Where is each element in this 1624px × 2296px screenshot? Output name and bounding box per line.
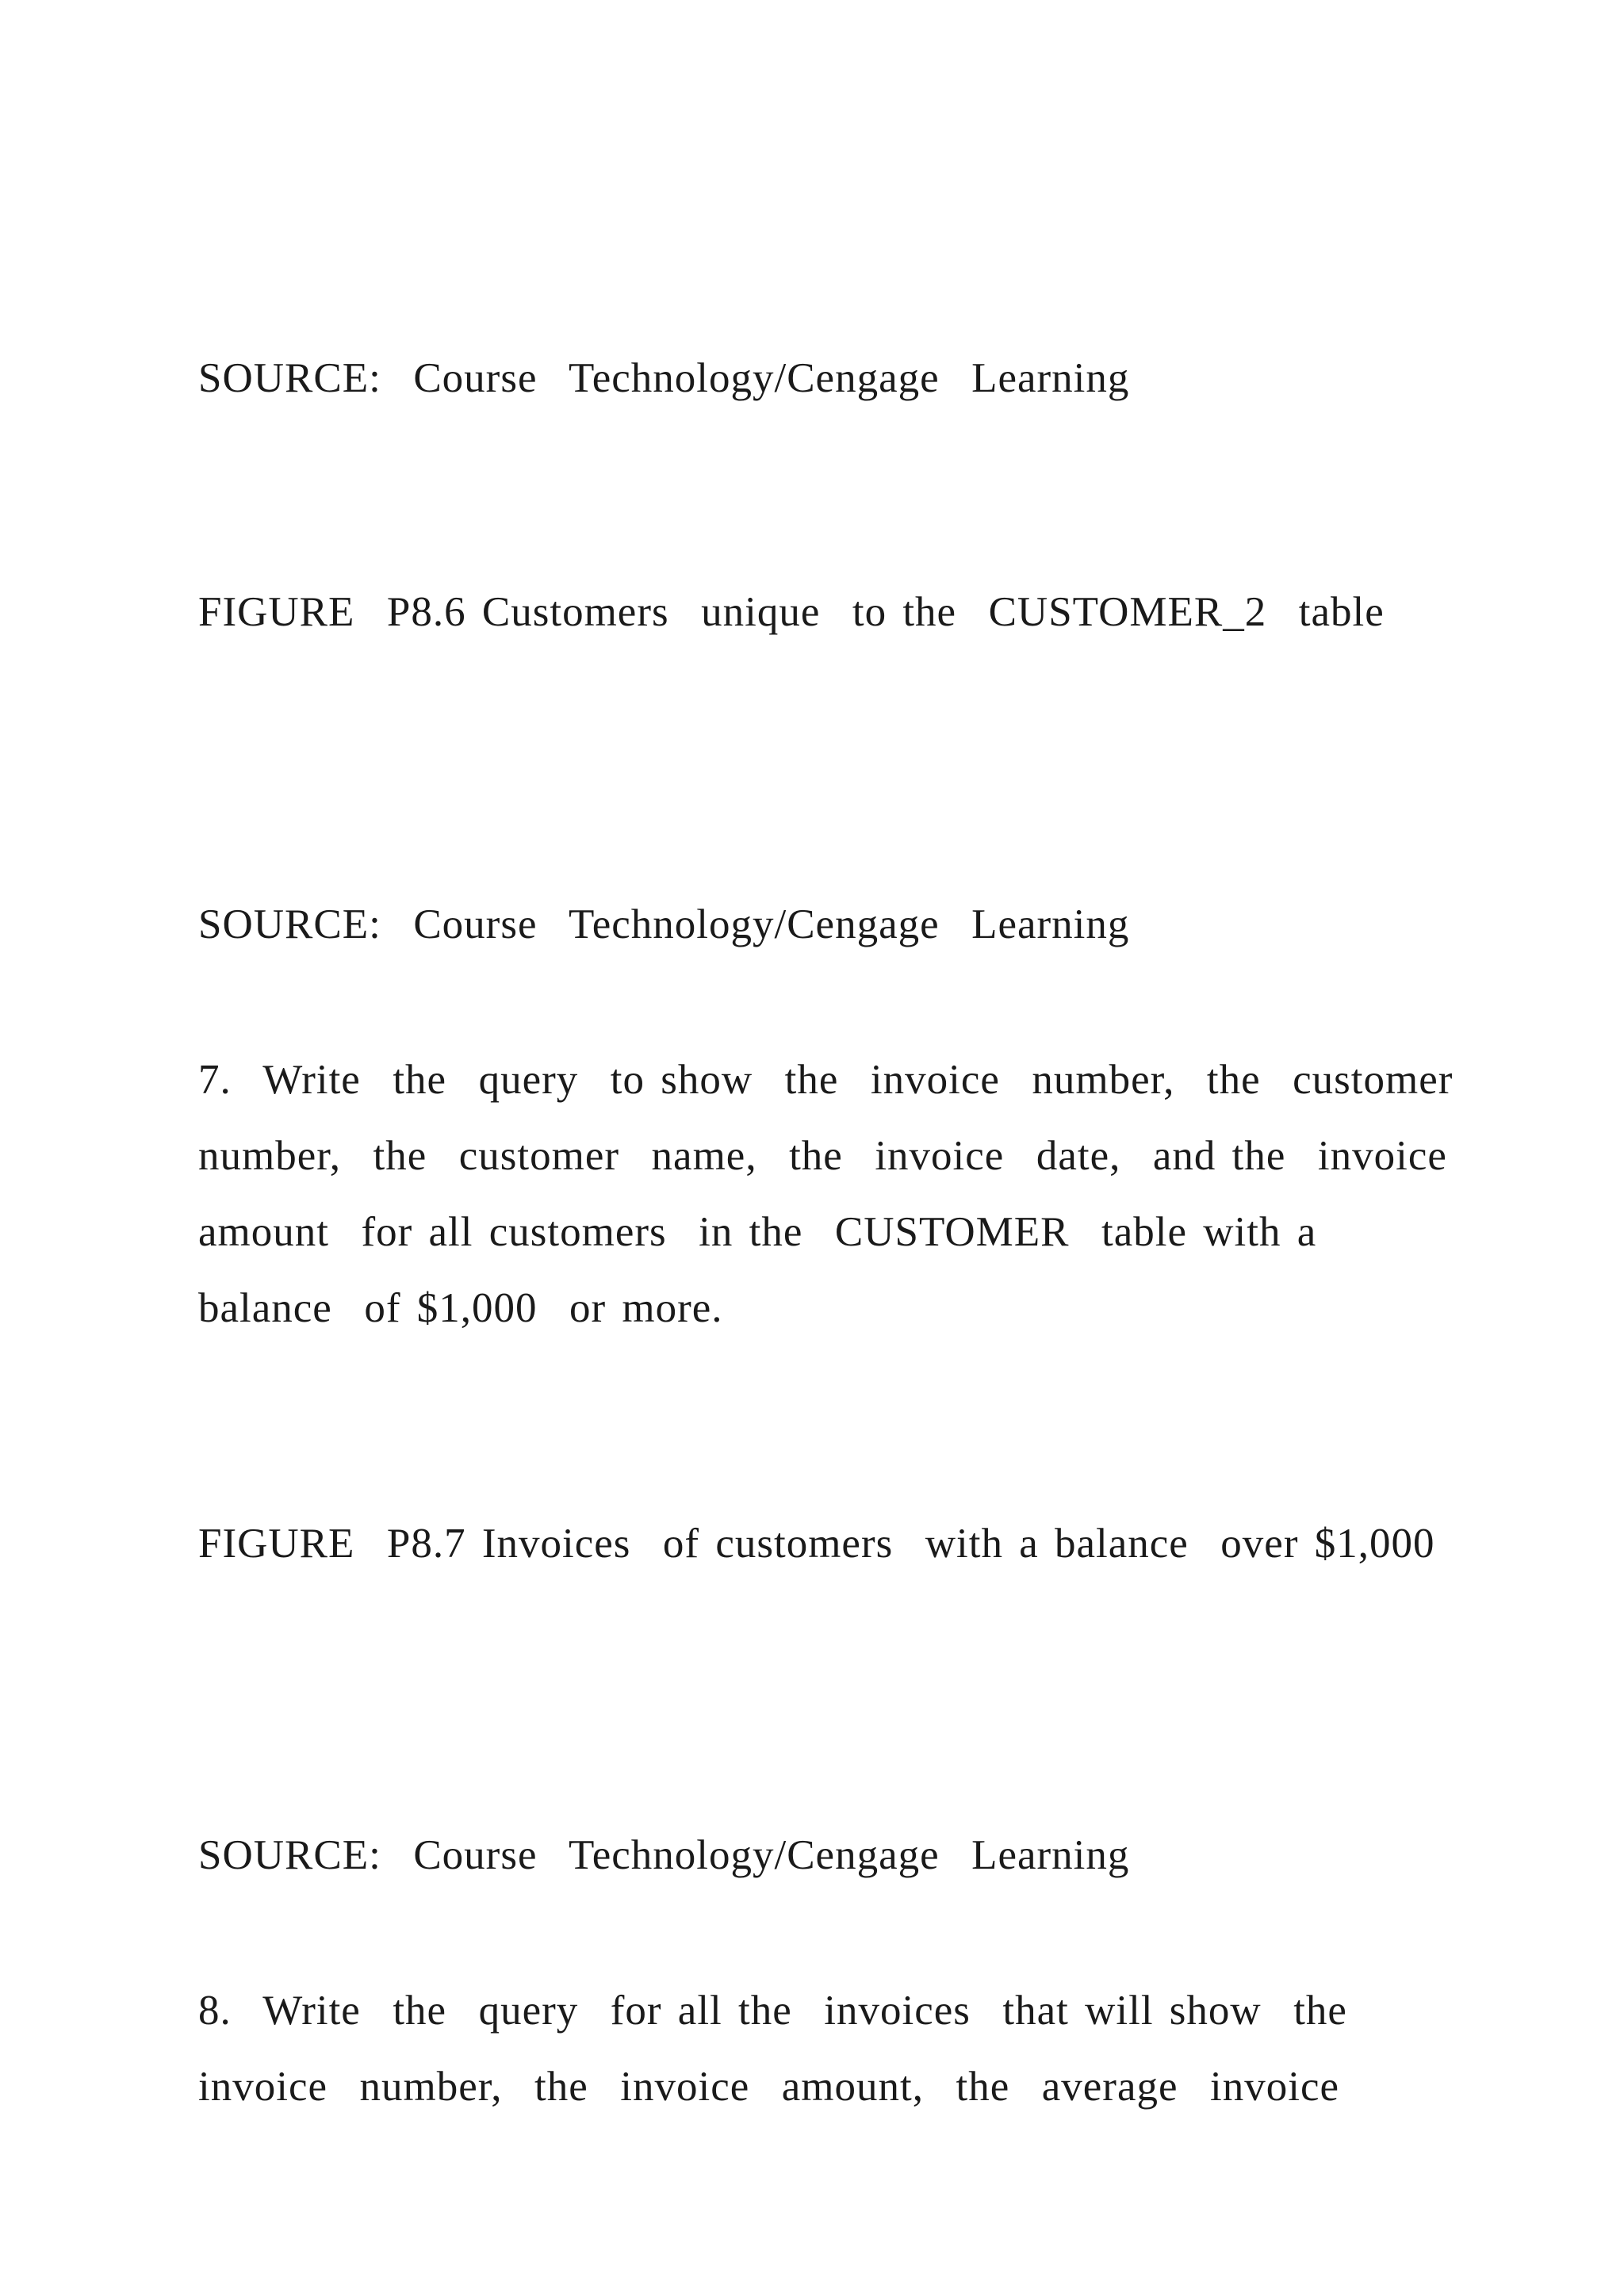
question-line: invoice number, the invoice amount, the average invoice	[198, 2064, 1339, 2110]
figure-caption: FIGURE P8.7 Invoices of customers with a balance over $1,000	[198, 1521, 1435, 1567]
question-line: number, the customer name, the invoice date, and the invoice	[198, 1133, 1447, 1179]
source-credit: SOURCE: Course Technology/Cengage Learning	[198, 901, 1130, 947]
question-line: balance of $1,000 or more.	[198, 1285, 723, 1331]
source-credit: SOURCE: Course Technology/Cengage Learning	[198, 355, 1130, 401]
question-line: amount for all customers in the CUSTOMER table with a	[198, 1209, 1317, 1255]
source-credit: SOURCE: Course Technology/Cengage Learning	[198, 1832, 1130, 1878]
question-line: 8. Write the query for all the invoices that will show the	[198, 1988, 1347, 2034]
question-line: 7. Write the query to show the invoice number, the customer	[198, 1057, 1454, 1103]
figure-caption: FIGURE P8.6 Customers unique to the CUSTOMER_2 table	[198, 589, 1385, 635]
